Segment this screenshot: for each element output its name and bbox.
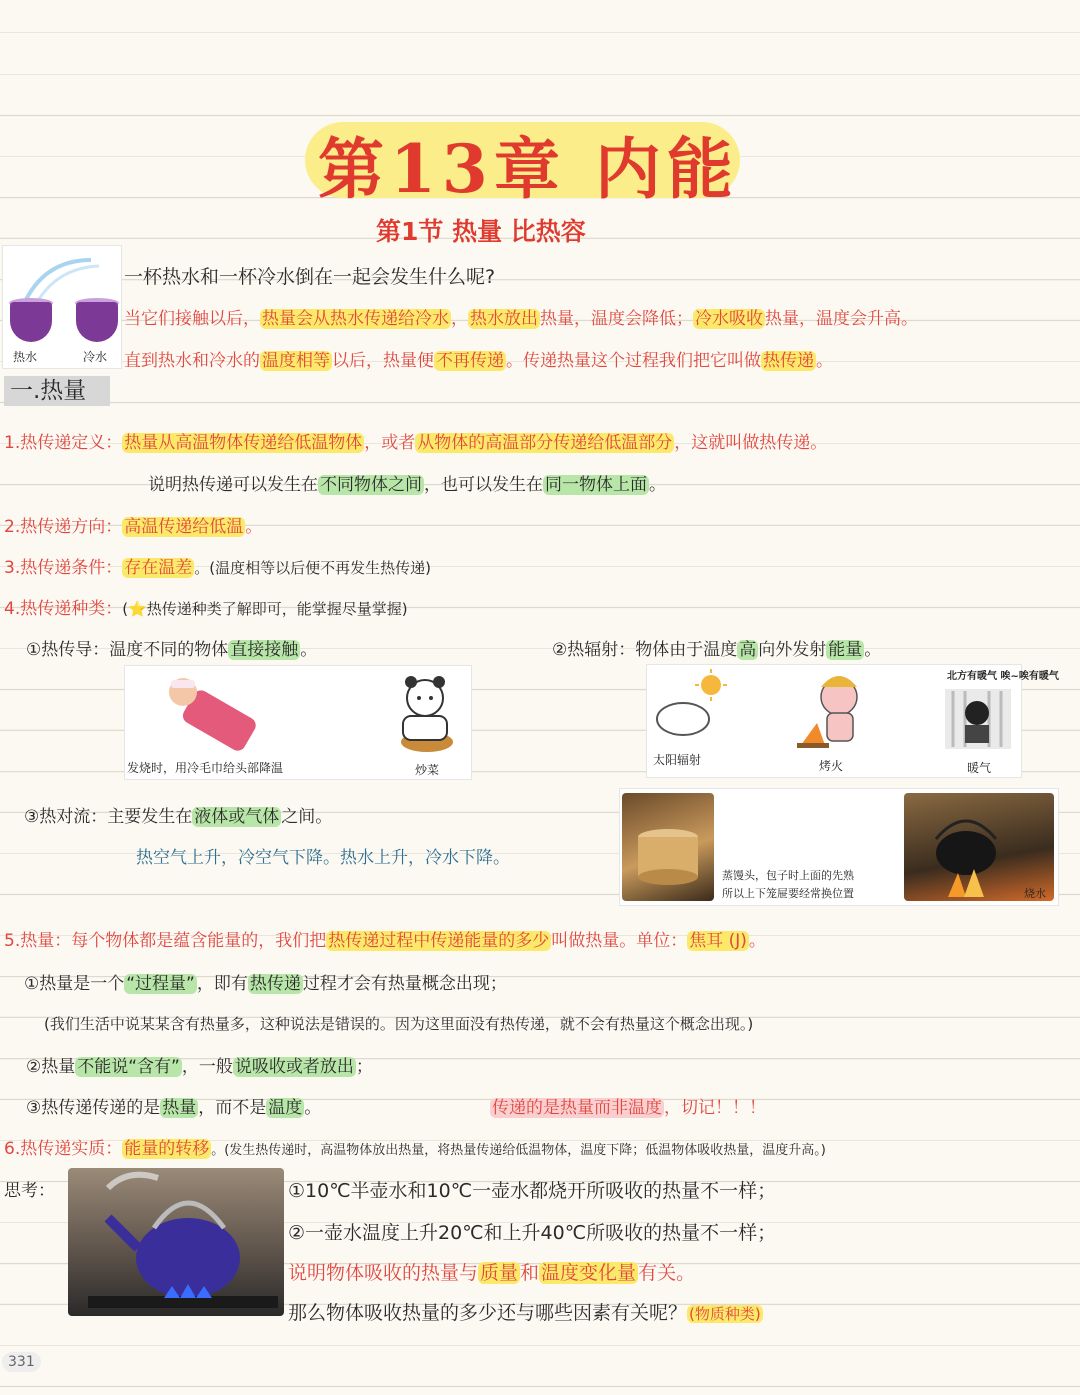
text: 那么物体吸收热量的多少还与哪些因素有关呢？ [288, 1302, 688, 1324]
intro-question: 一杯热水和一杯冷水倒在一起会发生什么呢? [124, 266, 496, 288]
hl-text: 温度相等 [262, 351, 330, 371]
section-heading: 一.热量 [4, 376, 110, 406]
convection-line [24, 802, 332, 827]
kettle-icon [68, 1168, 284, 1316]
hl-text: 质量 [480, 1262, 519, 1284]
hl-text: “过程量” [126, 974, 195, 994]
essence-line [4, 1134, 826, 1159]
think-question-1: ①10℃半壶水和10℃一壶水都烧开所吸收的热量不一样； [288, 1180, 777, 1202]
text: 过程才会有热量概念出现； [302, 974, 507, 994]
hot-cup-icon [10, 302, 52, 342]
convection-caption-1: 蒸馒头，包子时上面的先熟 [722, 869, 854, 882]
intro-line-2 [124, 346, 833, 371]
text: ，即有 [196, 974, 248, 994]
text: ，而不是 [198, 1098, 267, 1118]
conduction-line [26, 635, 317, 660]
hl-text: 高 [739, 640, 757, 660]
think-question-3 [288, 1298, 763, 1325]
steamer-photo [622, 793, 714, 901]
text: 和 [520, 1262, 540, 1284]
text: 。 [649, 475, 666, 495]
text: 。 [300, 640, 318, 660]
text: ③热传递传递的是 [26, 1098, 161, 1118]
text: 说明热传递可以发生在 [148, 475, 318, 495]
steamer-icon [622, 793, 714, 901]
text: 。(发生热传递时，高温物体放出热量，将热量传递给低温物体，温度下降；低温物体吸收热量，温度升高。) [211, 1143, 826, 1158]
item-label: 6.热传递实质： [4, 1139, 123, 1159]
sun-radiation-icon [651, 667, 731, 747]
text: 之间。 [281, 807, 333, 827]
cold-cup-icon [76, 302, 118, 342]
text: ②热量 [26, 1057, 76, 1077]
text: ②热辐射：物体由于温度 [552, 640, 738, 660]
item-label: 1.热传递定义： [4, 433, 123, 453]
hl-text: 热传递 [249, 974, 301, 994]
heat-point-1-note: (我们生活中说某某含有热量多，这种说法是错误的。因为这里面没有热传递，就不会有热量这个概念出现。) [44, 1015, 754, 1033]
radiation-image [646, 664, 1059, 778]
text: 叫做热量。单位： [551, 931, 688, 951]
kettle-photo [68, 1168, 284, 1316]
chapter-title: 第13章 内能 [318, 130, 739, 208]
hl-text: 热传递过程中传递能量的多少 [328, 931, 550, 951]
text: 。 [748, 931, 766, 951]
hl-text: 热传递 [763, 351, 814, 371]
hl-text: 能量 [828, 640, 863, 660]
direction-line [4, 512, 262, 537]
think-question-2: ②一壶水温度上升20℃和上升40℃所吸收的热量不一样； [288, 1222, 777, 1244]
hl-text: 温度变化量 [541, 1262, 637, 1284]
hl-text: 存在温差 [124, 558, 193, 578]
hl-text: 液体或气体 [194, 807, 280, 827]
hl-text: 能量的转移 [124, 1139, 210, 1159]
item-label: 3.热传递条件： [4, 558, 123, 578]
section-subtitle: 第1节 热量 比热容 [376, 217, 586, 246]
sick-person-icon [155, 670, 265, 760]
hl-text: 焦耳 (J) [689, 931, 747, 951]
page-number: 331 [2, 1352, 41, 1372]
text: 。(温度相等以后便不再发生热传递) [194, 559, 431, 577]
hl-text: 热量会从热水传递给冷水 [262, 309, 449, 329]
text: ①热量是一个 [24, 974, 125, 994]
hl-text: 传递的是热量而非温度 [492, 1098, 662, 1118]
text: ，也可以发生在 [424, 475, 543, 495]
radiation-line [552, 635, 881, 660]
text: 。 [816, 351, 833, 371]
hot-cold-cups-image [2, 245, 122, 369]
text: 。 [245, 517, 263, 537]
hl-text: 热量 [162, 1098, 197, 1118]
text: ； [355, 1057, 373, 1077]
heat-point-2 [26, 1052, 373, 1077]
heat-point-1 [24, 969, 507, 994]
radiation-caption-1: 太阳辐射 [653, 753, 702, 767]
text: (⭐热传递种类了解即可，能掌握尽量掌握) [122, 600, 408, 618]
hl-text: 不再传递 [436, 351, 504, 371]
text: 。 [864, 640, 882, 660]
conduction-caption-1: 发烧时，用冷毛巾给头部降温 [127, 761, 284, 775]
hl-text: 直接接触 [230, 640, 299, 660]
text: 每个物体都是蕴含能量的，我们把 [71, 931, 327, 951]
heat-point-3 [26, 1093, 321, 1118]
conduction-caption-2: 炒菜 [415, 763, 440, 777]
radiation-caption-3: 暖气 [967, 761, 992, 775]
text: ，这就叫做热传递。 [674, 433, 828, 453]
hl-text: 热水放出 [470, 309, 538, 329]
convection-caption-2: 烧水 [1024, 887, 1046, 900]
hl-text: 冷水吸收 [695, 309, 763, 329]
text: 。传递热量这个过程我们把它叫做 [506, 351, 761, 371]
hl-text: 高温传递给低温 [124, 517, 244, 537]
hl-text: (物质种类) [689, 1305, 761, 1323]
text: 向外发射 [758, 640, 827, 660]
convection-caption-1b: 所以上下笼屉要经常换位置 [722, 887, 854, 900]
pig-campfire-icon [795, 667, 875, 757]
text: 有关。 [638, 1262, 696, 1284]
convection-image [619, 788, 1059, 906]
think-label: 思考： [4, 1181, 55, 1201]
item-label: 5.热量： [4, 931, 72, 951]
radiator-meme-text: 北方有暖气 唉~唉有暖气 [947, 671, 1059, 682]
item-label: 4.热传递种类： [4, 599, 123, 619]
text: ，或者 [364, 433, 416, 453]
hl-text: 不能说“含有” [77, 1057, 180, 1077]
hl-text: 热量从高温物体传递给低温物体 [124, 433, 363, 453]
conduction-image [124, 665, 472, 780]
hl-text: 不同物体之间 [320, 475, 422, 495]
hl-text: 说吸收或者放出 [234, 1057, 354, 1077]
text: ①热传导：温度不同的物体 [26, 640, 229, 660]
intro-line-1 [124, 304, 918, 329]
text: ， [451, 309, 468, 329]
definition-note [148, 470, 666, 495]
definition-line [4, 428, 827, 453]
hot-water-label: 热水 [13, 350, 38, 364]
item-label: 2.热传递方向： [4, 517, 123, 537]
text: ，一般 [181, 1057, 233, 1077]
text: 。 [304, 1098, 322, 1118]
convection-line-2: 热空气上升，冷空气下降。热水上升，冷水下降。 [136, 848, 510, 868]
hl-text: 温度 [268, 1098, 303, 1118]
kinds-line [4, 594, 408, 619]
text: 说明物体吸收的热量与 [288, 1262, 479, 1284]
text: ，切记！！！ [664, 1098, 766, 1118]
text: 热量，温度会降低； [540, 309, 693, 329]
text: 当它们接触以后， [124, 309, 260, 329]
hl-text: 同一物体上面 [545, 475, 647, 495]
text: ③热对流：主要发生在 [24, 807, 193, 827]
radiation-caption-2: 烤火 [819, 759, 844, 773]
think-conclusion [288, 1258, 695, 1285]
cold-water-label: 冷水 [83, 350, 108, 364]
text: 热量，温度会升高。 [765, 309, 918, 329]
text: 以后，热量便 [332, 351, 434, 371]
warning-line [490, 1093, 766, 1118]
panda-cooking-icon [393, 672, 463, 762]
text: 直到热水和冷水的 [124, 351, 260, 371]
condition-line [4, 553, 431, 578]
heat-definition-line [4, 926, 766, 951]
hl-text: 从物体的高温部分传递给低温部分 [417, 433, 673, 453]
